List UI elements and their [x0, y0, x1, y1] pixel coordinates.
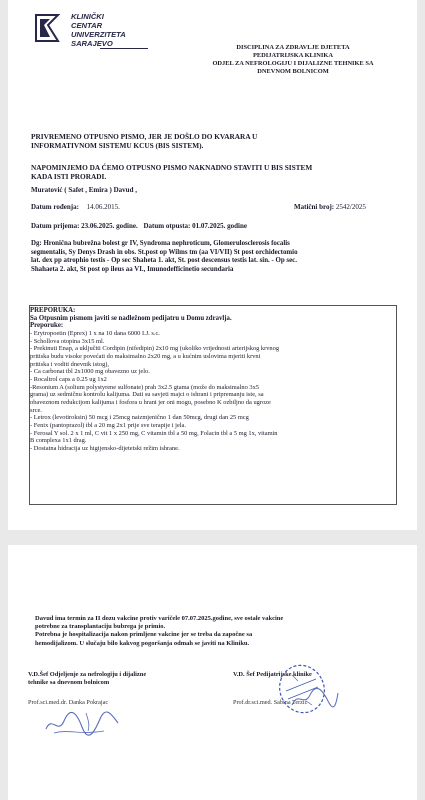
logo-line-2: CENTAR	[71, 21, 103, 30]
left-signature-title	[28, 671, 146, 687]
recommendation-line: - Fenix (pantoprazol) tbl a 20 mg 2x1 prije sve terapije i jela.	[30, 421, 186, 429]
dates-row	[31, 222, 247, 231]
recommendation-line: B complexa 1x1 drag.	[30, 437, 87, 445]
note-line-1: Davud ima termin za II dozu vakcine protiv varičele 07.07.2025.godine, sve ostale vakcine	[35, 615, 284, 622]
reg-value: 2542/2025	[335, 203, 366, 211]
admit-label: Datum prijema:	[31, 222, 80, 230]
left-signatory-name: Prof.sci.med.dr. Danka Pokrajac	[28, 699, 109, 706]
later-notice-line-2: KADA ISTI PRORADI.	[31, 172, 107, 181]
dept-line-4: DNEVNOM BOLNICOM	[257, 68, 329, 75]
later-notice-line-1: NAPOMINJEMO DA ĆEMO OTPUSNO PISMO NAKNADNO STAVITI U BIS SISTEM	[31, 163, 313, 172]
note-line-3: Potrebna je hospitalizacija nakon primljene vakcine jer se treba da započne sa	[35, 631, 253, 639]
clinic-logo-text	[71, 12, 126, 48]
recommendation-line: pritiska i voditi dnevnik istog),	[30, 360, 109, 368]
logo-line-4: SARAJEVO	[71, 39, 113, 48]
diagnosis	[31, 240, 403, 275]
recommendation-line: - Ca carbonat tbl 2x1000 mg obavezno uz jelo.	[30, 368, 150, 376]
recommendation-line: obaveznom redukcijom kalijuma i fosfora u hrani jer oni mogu, posebno K ozbiljno da ugroze	[30, 398, 271, 406]
recommendation-line: - Dostatna hidracija uz higijensko-dijetetski režim ishrane.	[30, 444, 180, 452]
dept-line-3: ODJEL ZA NEFROLOGIJU I DIJALIZNE TEHNIKE SA	[212, 60, 374, 67]
discharge-value: 01.07.2025. godine	[192, 222, 247, 230]
diagnosis-line-4: Shahaeta 2. akt, St post op ileus aa VI., Imunodefficinetio secundaria	[31, 266, 234, 274]
diagnosis-line-3: lat. dex pp atrophio testis - Op sec Shaheta 1. akt, St. post descensus testis lat. sin. - Op sec.	[31, 257, 297, 265]
department-header	[188, 44, 398, 76]
right-handwritten-signature	[290, 685, 340, 711]
left-title-line-2: tehnike sa dnevnom bolnicom	[28, 679, 110, 686]
diagnosis-line-2: segmentalis, Sy Denys Drash in obs. St.post op Wilms tm (aa VI/VII) St post orchidectomio	[31, 248, 298, 256]
later-notice	[31, 163, 403, 181]
recommendation-line: -Resonium A (solium polystyrene sulfonate) prah 3x2.5 gtama (može do maksimalno 3x5	[30, 383, 259, 391]
reg-label: Matični broj:	[294, 203, 335, 211]
recommendation-line: - Erytropoetin (Eprex) 1 x na 10 dana 6000 I.J. s.c.	[30, 330, 160, 337]
patient-name: Muratović ( Safet , Emira ) Davud ,	[31, 186, 137, 194]
left-handwritten-signature	[42, 705, 122, 739]
temporary-notice-line-2: INFORMATIVNOM SISTEMU KCUS (BIS SISTEM).	[31, 141, 204, 150]
right-title-line-1: V.D. Šef Pedijatrijske klinike	[233, 671, 312, 678]
dob-label: Datum rođenja:	[31, 203, 79, 211]
recommendation-line: - Letrox (levotiroksin) 50 mcg i 25mcg naizmjenično 1 dan 50mcg, drugi dan 25 mcg	[30, 414, 249, 422]
recommendation-line: - Ferosal Y sol. 2 x 1 ml, C vit 1 x 250 mg, C vitamin tbl a 50 mg, Folacin tbl a 5 mg 1x, vitamin	[30, 429, 278, 437]
right-signatory-name: Prof.dr.sci.med. Sabina Terzić	[233, 699, 308, 706]
dept-line-1: DISCIPLINA ZA ZDRAVLJE DJETETA	[236, 44, 350, 51]
dob-value: 14.06.2015.	[86, 203, 120, 211]
recommendation-line: grama) uz sedmičnu kontrolu kalijuma. Dati su savjeti majci o ishrani i pripremanju iste, sa	[30, 391, 264, 399]
recommendation-line: pritiska budu visoke povećati do maksimalno 2x20 mg, a u kućnim uslovima mjeriti krvni	[30, 352, 261, 360]
recommendations-list	[30, 330, 393, 453]
left-title-line-1: V.D.Šef Odjeljenje za nefrologiju i dijalizne	[28, 671, 147, 678]
vaccination-note	[35, 615, 405, 648]
temporary-notice-line-1: PRIVREMENO OTPUSNO PISMO, JER JE DOŠLO DO KVARARA U	[31, 132, 258, 141]
recommendation-line: - Prekinuti Enap, a uključiti Cordipin (nifedipin) 2x10 mg (ukoliko vrijednosti arterijskog krvnog	[30, 345, 280, 353]
admit-value: 23.06.2025. godine.	[81, 222, 138, 230]
kcus-logo-icon	[34, 13, 60, 43]
recommendation-line: - Rocaltrol caps a 0.25 ug 1x2	[30, 375, 107, 383]
note-line-4: hemodijalizom. U slučaju bilo kakvog pogoršanja odmah se javiti na Kliniku.	[35, 639, 250, 647]
temporary-notice	[31, 132, 403, 150]
logo-line-3: UNIVERZITETA	[71, 30, 126, 39]
dob-row	[31, 203, 120, 212]
recommendations-header	[30, 307, 232, 330]
recommendation-line: - Schollova otopina 3x15 ml.	[30, 337, 105, 345]
logo-line-1: KLINIČKI	[71, 12, 104, 21]
note-line-2: potrebne za transplantaciju bubrega je primio.	[35, 623, 166, 631]
dept-line-2: PEDIJATRIJSKA KLINIKA	[253, 52, 333, 59]
reg-row	[294, 203, 366, 212]
recommendation-line: srce.	[30, 406, 42, 414]
recommendations-heading: PREPORUKA:	[30, 307, 76, 314]
logo-underline	[100, 48, 148, 49]
recommendations-subheading: Preporuke:	[30, 322, 64, 330]
document-page-2	[8, 545, 417, 800]
discharge-label: Datum otpusta:	[143, 222, 191, 230]
document-page-1	[8, 0, 417, 530]
diagnosis-line-1: Dg: Hronična bubrežna bolest gr IV, Syndroma nephroticum, Glomerulosclerosis focalis	[31, 240, 290, 247]
recommendations-intro: Sa Otpusnim pismom javiti se nadležnom pedijatru u Domu zdravlja.	[30, 314, 232, 322]
